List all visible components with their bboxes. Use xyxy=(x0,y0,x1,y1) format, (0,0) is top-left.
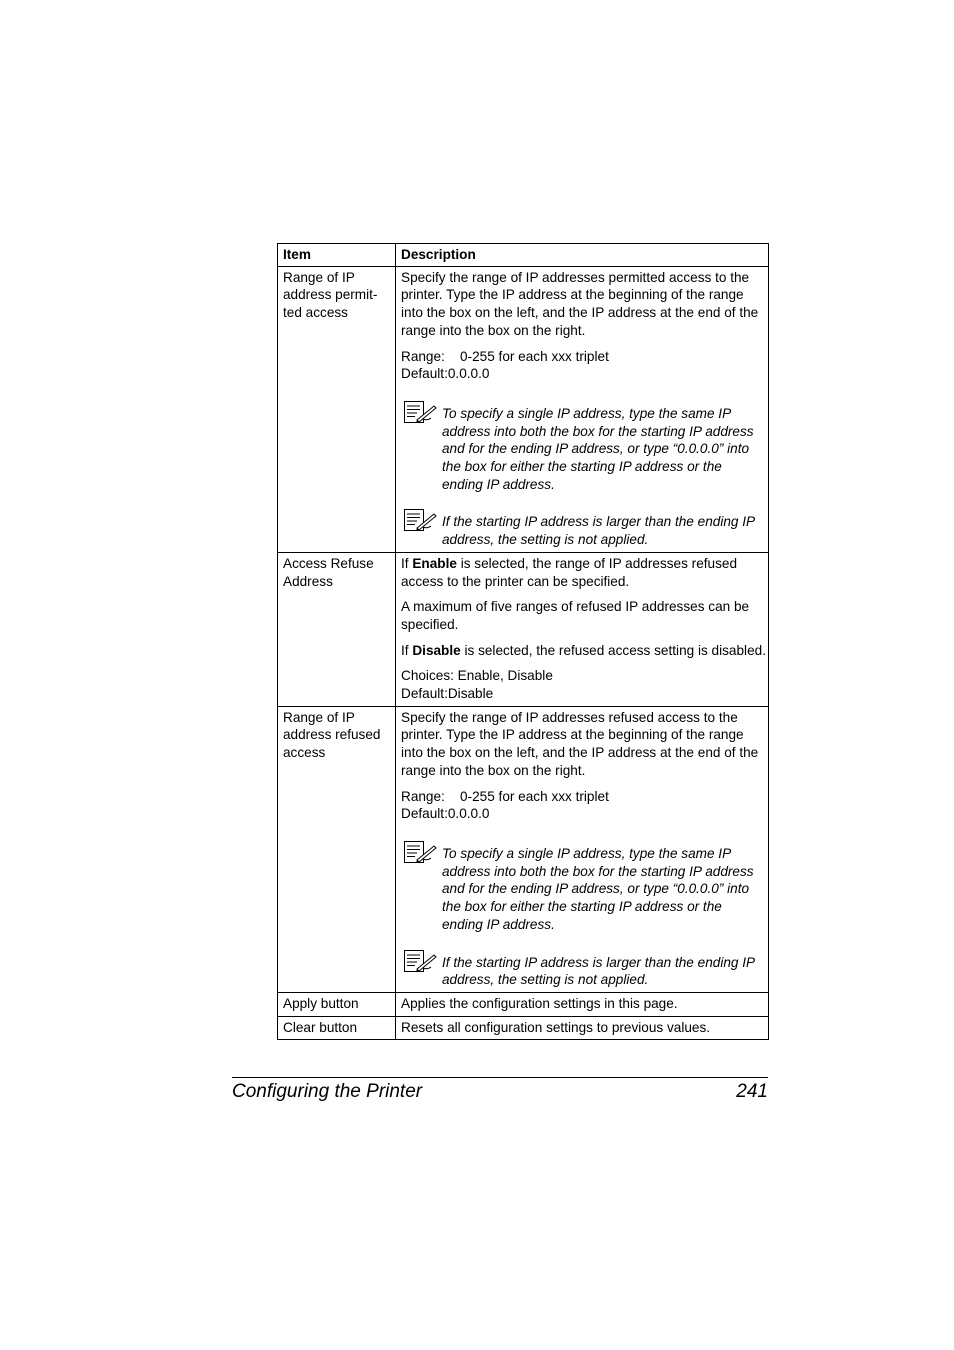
item-cell: Access Refuse Address xyxy=(278,552,396,706)
default-line: Default:Disable xyxy=(401,686,494,702)
description-cell xyxy=(396,552,769,706)
table-row xyxy=(278,992,769,1016)
footer-title: Configuring the Printer xyxy=(232,1081,423,1102)
item-cell: Apply button xyxy=(278,992,396,1016)
item-cell: Clear button xyxy=(278,1016,396,1040)
table-header-row xyxy=(278,244,769,267)
default-line: Default:0.0.0.0 xyxy=(401,806,490,822)
description-paragraph: A maximum of five ranges of refused IP addresses can be specified. xyxy=(401,599,750,632)
description-paragraph: If Disable is selected, the refused access setting is disabled. xyxy=(401,642,766,658)
table-row xyxy=(278,1016,769,1040)
column-header-description: Description xyxy=(396,244,769,267)
table-row xyxy=(278,706,769,992)
default-line: Default:0.0.0.0 xyxy=(401,366,490,382)
table-row xyxy=(278,552,769,706)
description-paragraph: Specify the range of IP addresses permitted access to the printer. Type the IP address at the beginning of the range into the box on the left, and the IP address at the end of the range into the box on the right. xyxy=(401,269,759,338)
note-pencil-icon xyxy=(403,840,437,864)
description-cell: Resets all configuration settings to previous values. xyxy=(396,1016,769,1040)
column-header-item: Item xyxy=(278,244,396,267)
note-pencil-icon xyxy=(403,400,437,424)
note-pencil-icon xyxy=(403,949,437,973)
settings-table xyxy=(277,243,769,1040)
description-paragraph: Specify the range of IP addresses refused access to the printer. Type the IP address at the beginning of the range into the box on the left, and the IP address at the end of the range into the box on the right. xyxy=(401,709,759,778)
choices-line: Choices: Enable, Disable xyxy=(401,668,553,684)
description-cell xyxy=(396,266,769,552)
item-cell: Range of IP address permit-ted access xyxy=(278,266,396,552)
description-paragraph: If Enable is selected, the range of IP addresses refused access to the printer can be specified. xyxy=(401,555,738,589)
note: If the starting IP address is larger than the ending IP address, the setting is not applied. xyxy=(401,954,766,989)
range-line: Range: 0-255 for each xxx triplet xyxy=(401,348,609,364)
note: To specify a single IP address, type the same IP address into both the box for the starting IP address and for the ending IP address, or type “0.0.0.0” into the box for either the starting IP address or the ending IP address. xyxy=(401,405,766,494)
table-row xyxy=(278,266,769,552)
range-line: Range: 0-255 for each xxx triplet xyxy=(401,788,609,804)
description-cell xyxy=(396,706,769,992)
note: To specify a single IP address, type the same IP address into both the box for the starting IP address and for the ending IP address, or type “0.0.0.0” into the box for either the starting IP address or the ending IP address. xyxy=(401,845,766,934)
description-cell: Applies the configuration settings in this page. xyxy=(396,992,769,1016)
note-pencil-icon xyxy=(403,508,437,532)
page-number: 241 xyxy=(736,1081,768,1102)
note: If the starting IP address is larger than the ending IP address, the setting is not applied. xyxy=(401,513,766,548)
footer-divider xyxy=(232,1077,768,1078)
item-cell: Range of IP address refused access xyxy=(278,706,396,992)
